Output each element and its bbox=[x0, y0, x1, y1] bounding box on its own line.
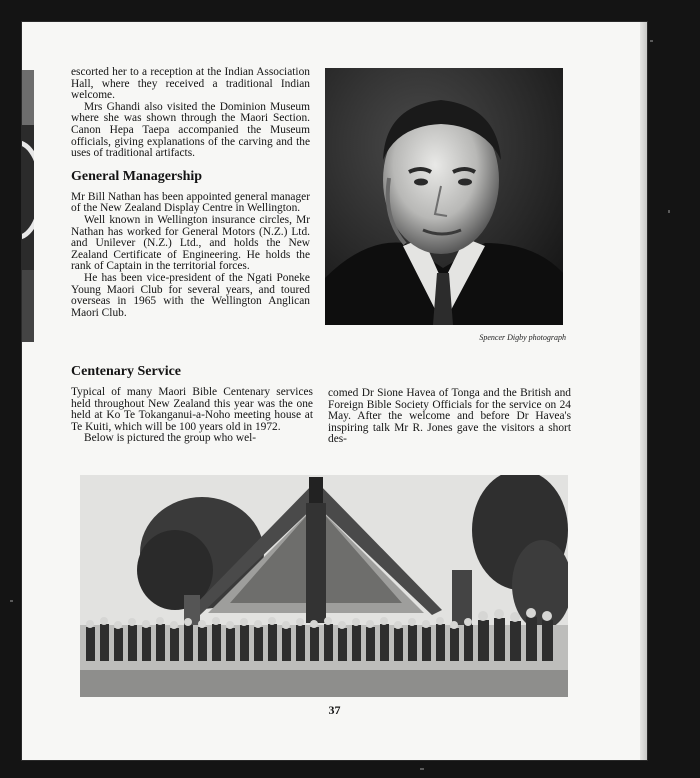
body-paragraph: He has been vice-president of the Ngati Poneke Young Maori Club for several years, and toured overseas in 1965 with the Wellington Anglican Maori Club. bbox=[71, 271, 310, 319]
portrait-image bbox=[325, 68, 563, 325]
body-paragraph: Mr Bill Nathan has been appointed general manager of the New Zealand Display Centre in Wellington. bbox=[71, 190, 310, 215]
intro-paragraph: escorted her to a reception at the Indian Association Hall, where they received a traditional Indian welcome. bbox=[71, 66, 310, 102]
body-paragraph: Typical of many Maori Bible Centenary services held throughout New Zealand this year was the one held at Ko Te Tokanganui-a-Noho meeting house at Te Kuiti, which will be 100 years old in 1972. bbox=[71, 386, 313, 433]
page-number: 37 bbox=[328, 703, 341, 717]
magazine-page bbox=[22, 22, 647, 760]
article-column-2 bbox=[71, 355, 313, 445]
section-heading-general-managership: General Managership bbox=[71, 168, 203, 184]
portrait-photo bbox=[325, 68, 563, 325]
body-paragraph: Below is pictured the group who wel- bbox=[84, 432, 257, 445]
body-paragraph: Well known in Wellington insurance circles, Mr Nathan has worked for General Motors (N.Z.) Ltd. and Unilever (N.Z.) Ltd., and holds the New Zealand Certificate of Engineering. He holds the rank of Captain in the territorial forces. bbox=[71, 213, 310, 273]
facing-page-illustration-edge bbox=[22, 70, 34, 342]
meeting-house-group-photo bbox=[80, 475, 568, 697]
intro-paragraph: Mrs Ghandi also visited the Dominion Museum where she was shown through the Maori Section. Canon Hepa Taepa accompanied the Museum officials, giving explanations of the carving and the uses of traditional artifacts. bbox=[71, 100, 310, 160]
article-column-3 bbox=[328, 388, 571, 446]
article-column-1 bbox=[71, 67, 310, 319]
body-paragraph: comed Dr Sione Havea of Tonga and the British and Foreign Bible Society Officials for the service on 24 May. After the welcome and before Dr Havea's inspiring talk Mr R. Jones gave the visitors a short des- bbox=[328, 387, 571, 446]
page-edge bbox=[640, 22, 647, 760]
section-heading-centenary-service: Centenary Service bbox=[71, 364, 182, 379]
photo-credit: Spencer Digby photograph bbox=[479, 333, 566, 342]
group-photo-image bbox=[80, 475, 568, 697]
